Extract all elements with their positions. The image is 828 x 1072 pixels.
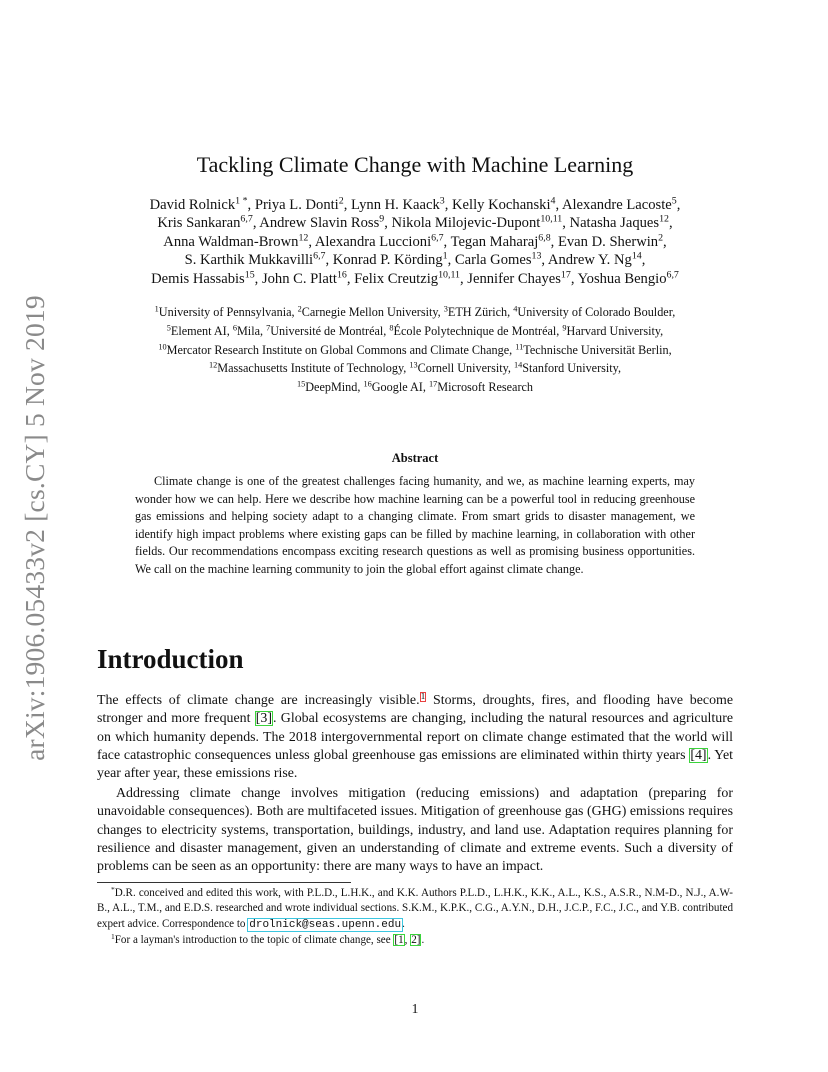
footnote-1: $^1$For a layman's introduction to the topic of climate change, see [1, 2].: [111, 932, 425, 947]
author-line: David Rolnick$^{1 *}$, Priya L. Donti$^2$, Lynn H. Kaack$^3$, Kelly Kochanski$^4$, Alexandre Lacoste$^5$,: [149, 195, 681, 213]
citation-link[interactable]: [3]: [255, 711, 272, 727]
affiliation-line: $^{15}$DeepMind, $^{16}$Google AI, $^{17}$Microsoft Research: [296, 379, 534, 395]
arxiv-identifier: [18, 288, 52, 768]
citation-link[interactable]: [4]: [690, 747, 707, 763]
abstract-text: Climate change is one of the greatest challenges facing humanity, and we, as machine learning experts, may wonder how we can help. Here we describe how machine learning can be a powerful tool in reducing greenhouse gas emissions and helping society adapt to a changing climate. From smart grids to disaster management, we identify high impact problems where existing gaps can be filled by machine learning, in collaboration with other fields. Our recommendations encompass exciting research questions as well as promising business opportunities. We call on the machine learning community to join the global effort against climate change.: [135, 474, 695, 576]
author-line: S. Karthik Mukkavilli$^{6,7}$, Konrad P. Körding$^1$, Carla Gomes$^{13}$, Andrew Y. Ng$^{14}$,: [184, 250, 646, 269]
paper-title: Tackling Climate Change with Machine Learning: [196, 152, 634, 177]
author-line: Anna Waldman-Brown$^{12}$, Alexandra Luccioni$^{6,7}$, Tegan Maharaj$^{6,8}$, Evan D. Sherwin$^2$,: [163, 232, 667, 250]
intro-paragraph-2: Addressing climate change involves mitigation (reducing emissions) and adaptation (preparing for unavoidable consequences). Both are multifaceted issues. Mitigation of greenhouse gas (GHG) emissions requires changes to electricity systems, transportation, buildings, industry, and land use. Adaptation requires planning for resilience and disaster management, given an understanding of climate and extreme events. Such a diversity of problems can be seen as an opportunity: there are many ways to have an impact.: [97, 786, 733, 875]
abstract-heading: Abstract: [391, 451, 439, 465]
footnote-link-1[interactable]: 1: [420, 691, 426, 702]
page-number: 1: [411, 1001, 419, 1016]
affiliation-list: [97, 303, 733, 397]
citation-link[interactable]: [1: [394, 934, 404, 947]
affiliation-line: $^{12}$Massachusetts Institute of Technology, $^{13}$Cornell University, $^{14}$Stanford University,: [208, 360, 622, 376]
affiliation-line: $^1$University of Pennsylvania, $^2$Carnegie Mellon University, $^3$ETH Zürich, $^4$University of Colorado Boulder,: [154, 304, 676, 319]
citation-link[interactable]: 2]: [411, 934, 421, 947]
author-list: [97, 196, 733, 288]
email-link[interactable]: drolnick@seas.upenn.edu: [249, 918, 402, 931]
author-line: Kris Sankaran$^{6,7}$, Andrew Slavin Ross$^9$, Nikola Milojevic-Dupont$^{10,11}$, Natasha Jaques$^{12}$,: [157, 213, 673, 232]
arxiv-identifier-text: arXiv:1906.05433v2 [cs.CY] 5 Nov 2019: [19, 295, 51, 761]
affiliation-line: $^5$Element AI, $^6$Mila, $^7$Université de Montréal, $^8$École Polytechnique de Montréal, $^9$Harvard University,: [166, 323, 664, 338]
intro-paragraph-1: The effects of climate change are increasingly visible.$^1$ Storms, droughts, fires, and flooding have become stronger and more frequent [3]. Global ecosystems are changing, including the natural resources and agriculture on which humanity depends. The 2018 intergovernmental report on climate change estimated that the world will face catastrophic consequences unless global greenhouse gas emissions are eliminated within thirty years [4]. Yet year after year, these emissions rise.: [97, 691, 733, 782]
introduction-heading: Introduction: [97, 644, 244, 674]
affiliation-line: $^{10}$Mercator Research Institute on Global Commons and Climate Change, $^{11}$Technische Universität Berlin,: [158, 342, 672, 357]
author-line: Demis Hassabis$^{15}$, John C. Platt$^{16}$, Felix Creutzig$^{10,11}$, Jennifer Chayes$^{17}$, Yoshua Bengio$^{6,7}$: [151, 269, 679, 287]
footnote-star: *D.R. conceived and edited this work, with P.L.D., L.H.K., and K.K. Authors P.L.D., L.H.K., K.K., A.L., K.S., A.S.R., N.M-D., N.J., A.W-B., A.L., T.M., and E.D.S. researched and wrote individual sections. S.K.M., K.P.K., C.G., A.Y.N., D.H., J.C.P., F.C., J.C., and Y.B. contributed expert advice. Correspondence to drolnick@seas.upenn.edu.: [97, 884, 733, 931]
footnotes: [97, 886, 733, 949]
footnote-divider: [97, 882, 351, 883]
